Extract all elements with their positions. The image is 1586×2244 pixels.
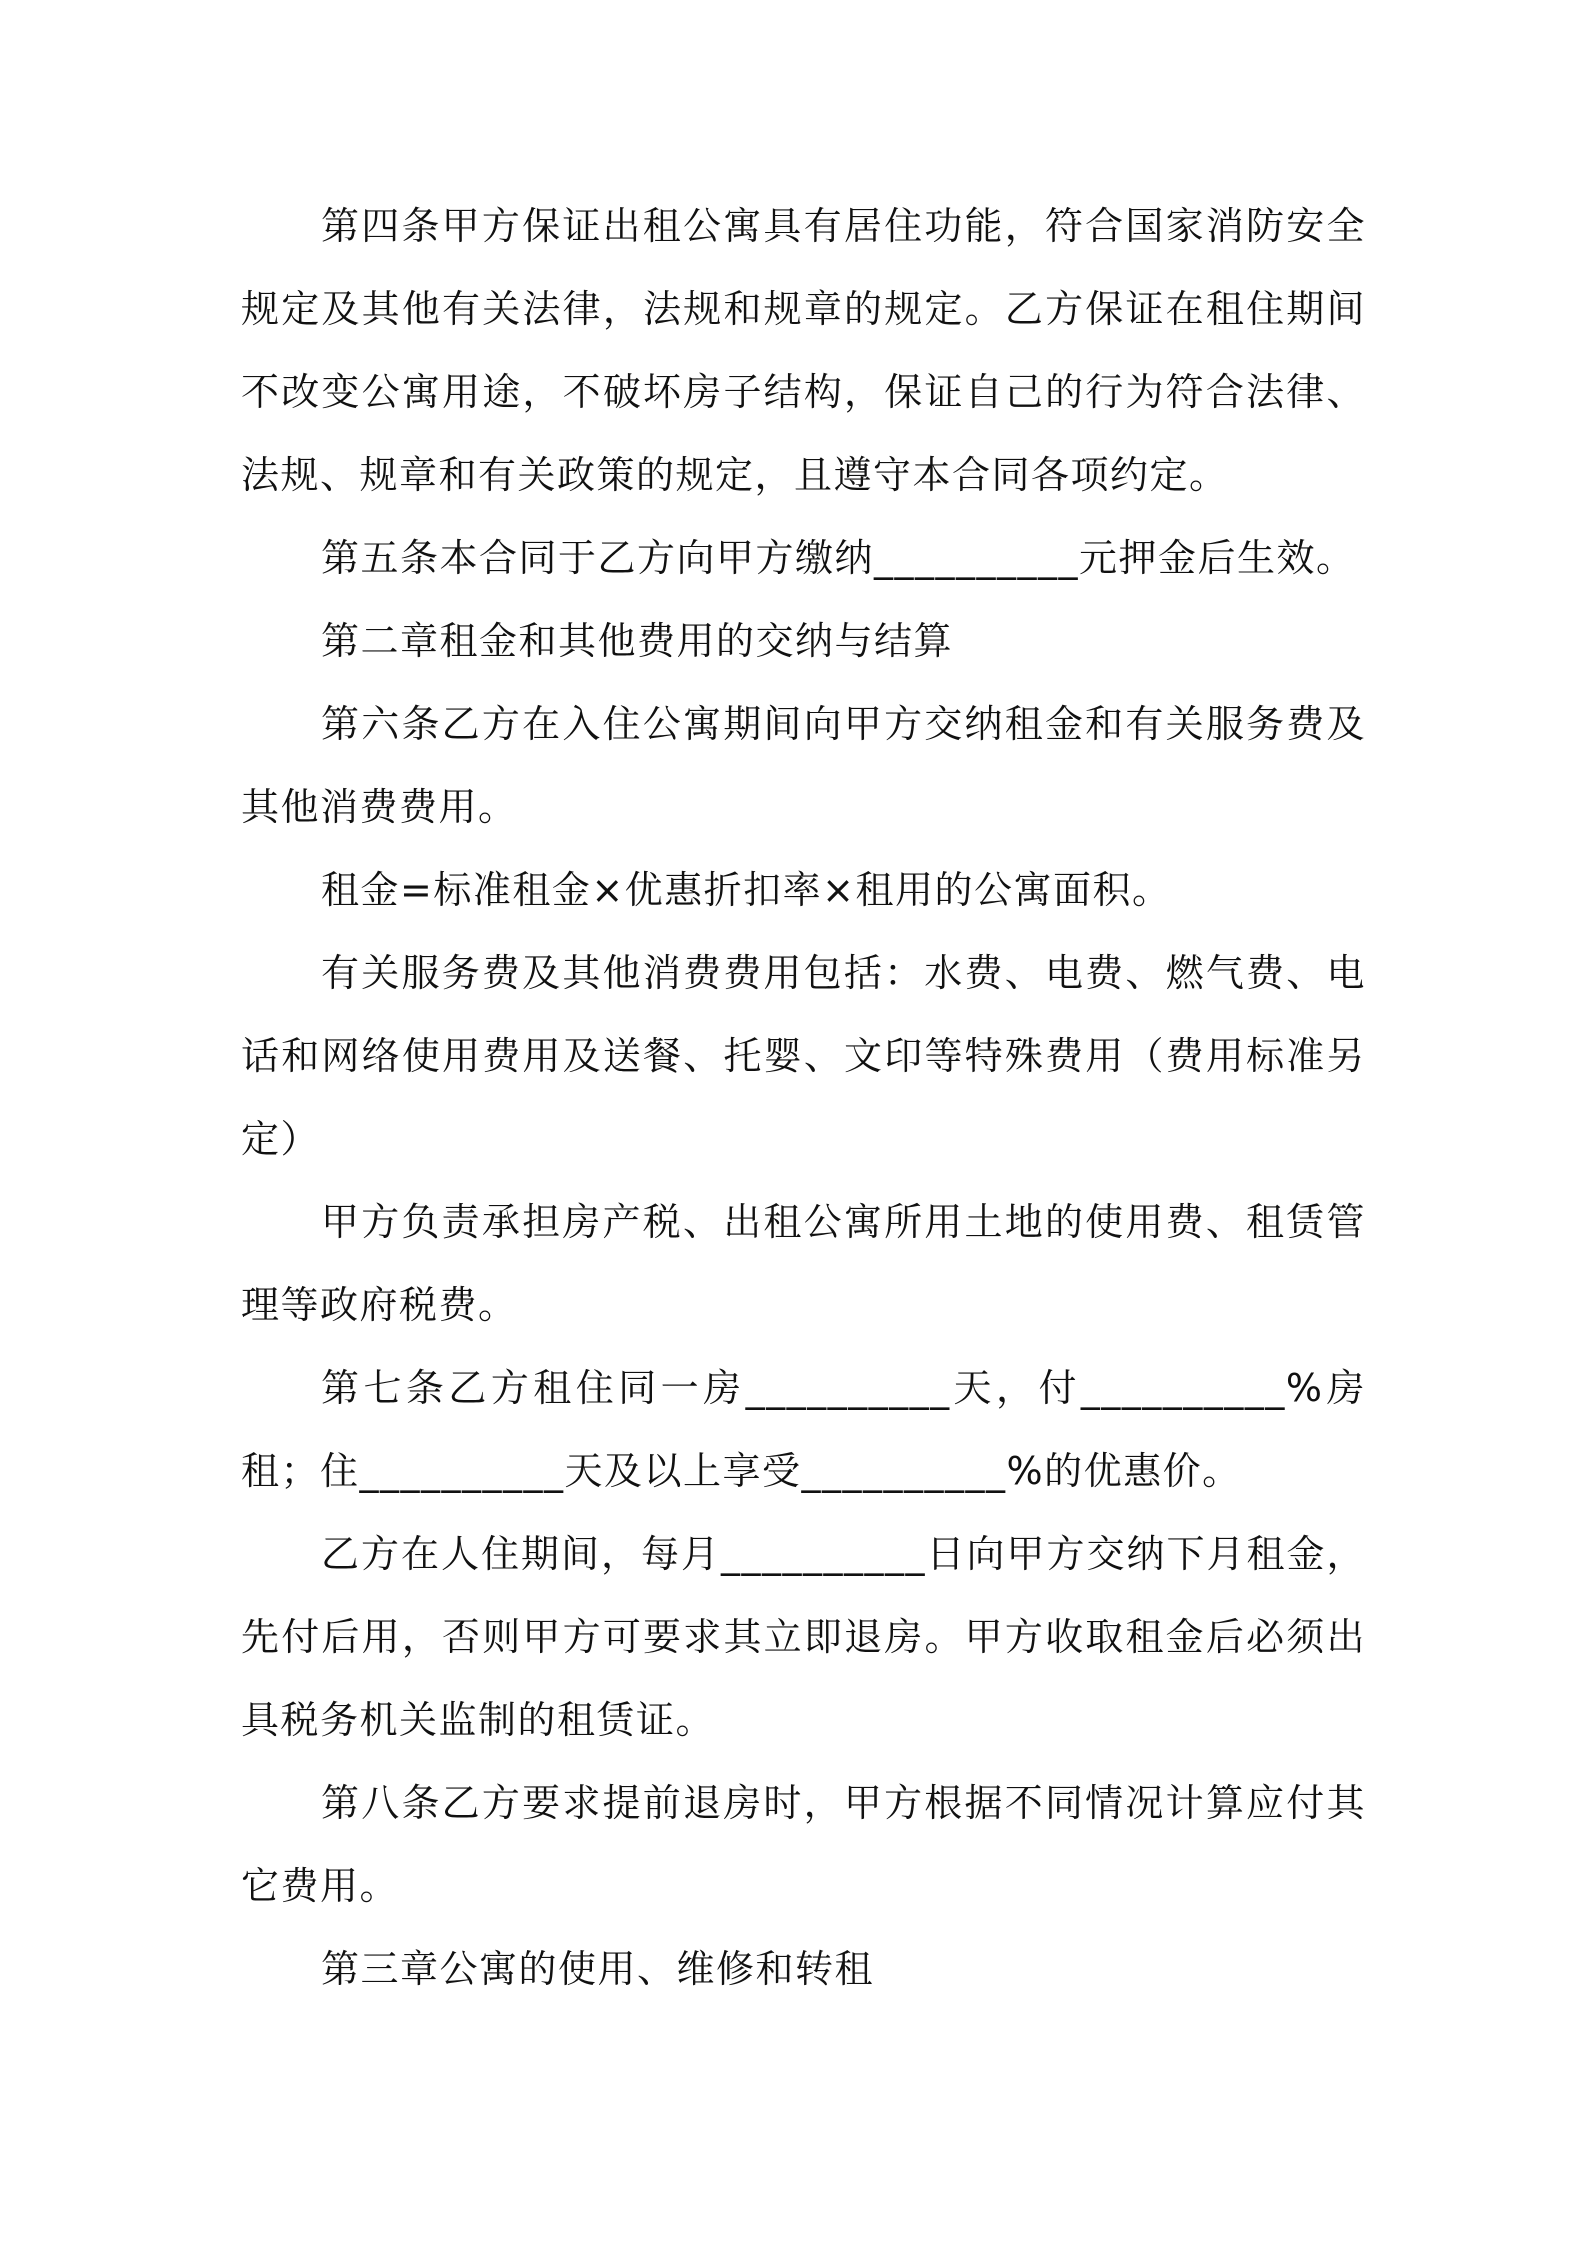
chapter-3-heading: 第三章公寓的使用、维修和转租 xyxy=(321,1947,875,1991)
chapter-2-heading: 第二章租金和其他费用的交纳与结算 xyxy=(321,619,954,663)
article-8-paragraph: 第八条乙方要求提前退房时，甲方根据不同情况计算应付其它费用。 xyxy=(241,1781,1366,1908)
party-a-taxes-paragraph: 甲方负责承担房产税、出租公寓所用土地的使用费、租赁管理等政府税费。 xyxy=(241,1200,1366,1327)
rent-formula-paragraph: 租金=标准租金×优惠折扣率×租用的公寓面积。 xyxy=(321,868,1172,912)
article-5-paragraph: 第五条本合同于乙方向甲方缴纳__________元押金后生效。 xyxy=(321,536,1356,580)
article-7-paragraph: 第七条乙方租住同一房__________天，付__________%房租；住__________天及以上享受__________%的优惠价。 xyxy=(241,1366,1366,1493)
article-6-paragraph: 第六条乙方在入住公寓期间向甲方交纳租金和有关服务费及其他消费费用。 xyxy=(241,702,1366,829)
service-fees-paragraph: 有关服务费及其他消费费用包括：水费、电费、燃气费、电话和网络使用费用及送餐、托婴、文印等特殊费用（费用标准另定） xyxy=(241,951,1366,1161)
document-body xyxy=(241,185,1366,2011)
article-4-paragraph: 第四条甲方保证出租公寓具有居住功能，符合国家消防安全规定及其他有关法律，法规和规章的规定。乙方保证在租住期间不改变公寓用途，不破坏房子结构，保证自己的行为符合法律、法规、规章和有关政策的规定，且遵守本合同各项约定。 xyxy=(241,204,1366,497)
monthly-rent-paragraph: 乙方在人住期间，每月__________日向甲方交纳下月租金，先付后用，否则甲方可要求其立即退房。甲方收取租金后必须出具税务机关监制的租赁证。 xyxy=(241,1532,1366,1742)
